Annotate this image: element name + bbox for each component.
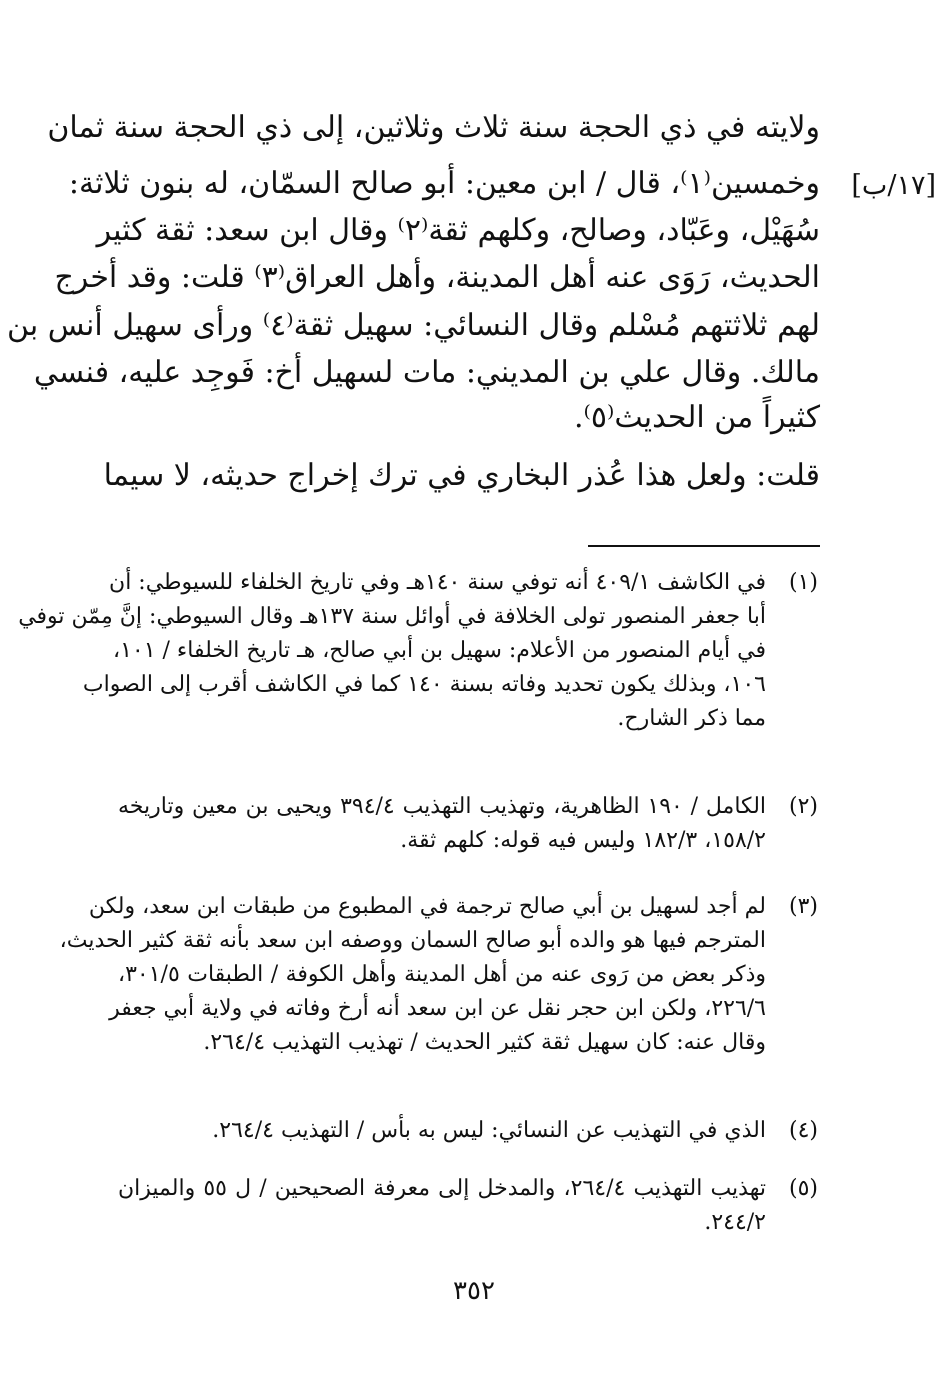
footnote-line: الكامل / ١٩٠ الظاهرية، وتهذيب التهذيب ٣٩٤/٤ ويحيى بن معين وتاريخه [118, 794, 767, 819]
footnote-2 [118, 790, 818, 858]
margin-folio-note: [١٧/ب] [851, 170, 936, 201]
main-line: قلت: ولعل هذا عُذر البخاري في ترك إخراج حديثه، لا سيما [103, 458, 820, 493]
footnote-separator [588, 545, 820, 547]
footnote-4 [118, 1114, 818, 1148]
footnote-line: في الكاشف ٤٠٩/١ أنه توفي سنة ١٤٠هـ وفي تاريخ الخلفاء للسيوطي: أن [109, 570, 766, 595]
footnote-line: الذي في التهذيب عن النسائي: ليس به بأس / التهذيب ٢٦٤/٤. [212, 1118, 766, 1143]
footnote-number: (٣) [788, 894, 818, 919]
main-line: ولايته في ذي الحجة سنة ثلاث وثلاثين، إلى ذي الحجة سنة ثمان [47, 110, 820, 145]
footnote-line: وقال عنه: كان سهيل ثقة كثير الحديث / تهذيب التهذيب ٢٦٤/٤. [203, 1030, 766, 1055]
main-line: كثيراً من الحديث⁽٥⁾. [573, 400, 820, 435]
footnote-line: ١٥٨/٢، ١٨٢/٣ وليس فيه قوله: كلهم ثقة. [400, 828, 766, 853]
footnote-5 [118, 1172, 818, 1240]
footnote-number: (١) [788, 570, 818, 595]
footnote-number: (٤) [788, 1118, 818, 1143]
footnote-line: المترجم فيها هو والده أبو صالح السمان ووصفه ابن سعد بأنه ثقة كثير الحديث، [59, 928, 766, 953]
footnote-1 [18, 566, 818, 736]
footnote-line: ٢٤٤/٢. [704, 1210, 766, 1235]
page-number: ٣٥٢ [453, 1276, 495, 1306]
footnote-line: ٢٢٦/٦، ولكن ابن حجر نقل عن ابن سعد أنه أرخ وفاته في ولاية أبي جعفر [109, 996, 766, 1021]
footnote-line: لم أجد لسهيل بن أبي صالح ترجمة في المطبوع من طبقات ابن سعد، ولكن [88, 894, 766, 919]
footnote-number: (٥) [788, 1176, 818, 1201]
main-line: الحديث، رَوَى عنه أهل المدينة، وأهل العراق⁽٣⁾ قلت: وقد أخرج [54, 260, 820, 295]
footnote-line: في أيام المنصور من الأعلام: سهيل بن أبي صالح، هـ تاريخ الخلفاء / ١٠١، [112, 638, 766, 663]
footnote-3 [59, 890, 818, 1060]
footnote-line: مما ذكر الشارح. [617, 706, 766, 731]
footnote-line: وذكر بعض من رَوى عنه من أهل المدينة وأهل الكوفة / الطبقات ٣٠١/٥، [118, 962, 766, 987]
footnote-line: تهذيب التهذيب ٢٦٤/٤، والمدخل إلى معرفة الصحيحين / ل ٥٥ والميزان [118, 1176, 766, 1201]
footnote-line: ١٠٦، وبذلك يكون تحديد وفاته بسنة ١٤٠ كما في الكاشف أقرب إلى الصواب [82, 672, 766, 697]
main-line: لهم ثلاثتهم مُسْلم وقال النسائي: سهيل ثقة⁽٤⁾ ورأى سهيل أنس بن [7, 308, 820, 343]
main-line: مالك. وقال علي بن المديني: مات لسهيل أخ: فَوجِد عليه، فنسي [33, 355, 820, 390]
footnote-number: (٢) [788, 794, 818, 819]
footnote-line: أبا جعفر المنصور تولى الخلافة في أوائل سنة ١٣٧هـ وقال السيوطي: إنَّ مِمّن توفي [18, 604, 766, 629]
main-line: سُهَيْل، وعَبّاد، وصالح، وكلهم ثقة⁽٢⁾ وقال ابن سعد: ثقة كثير [96, 213, 820, 248]
main-line: وخمسين⁽١⁾، قال / ابن معين: أبو صالح السمّان، له بنون ثلاثة: [68, 166, 820, 201]
